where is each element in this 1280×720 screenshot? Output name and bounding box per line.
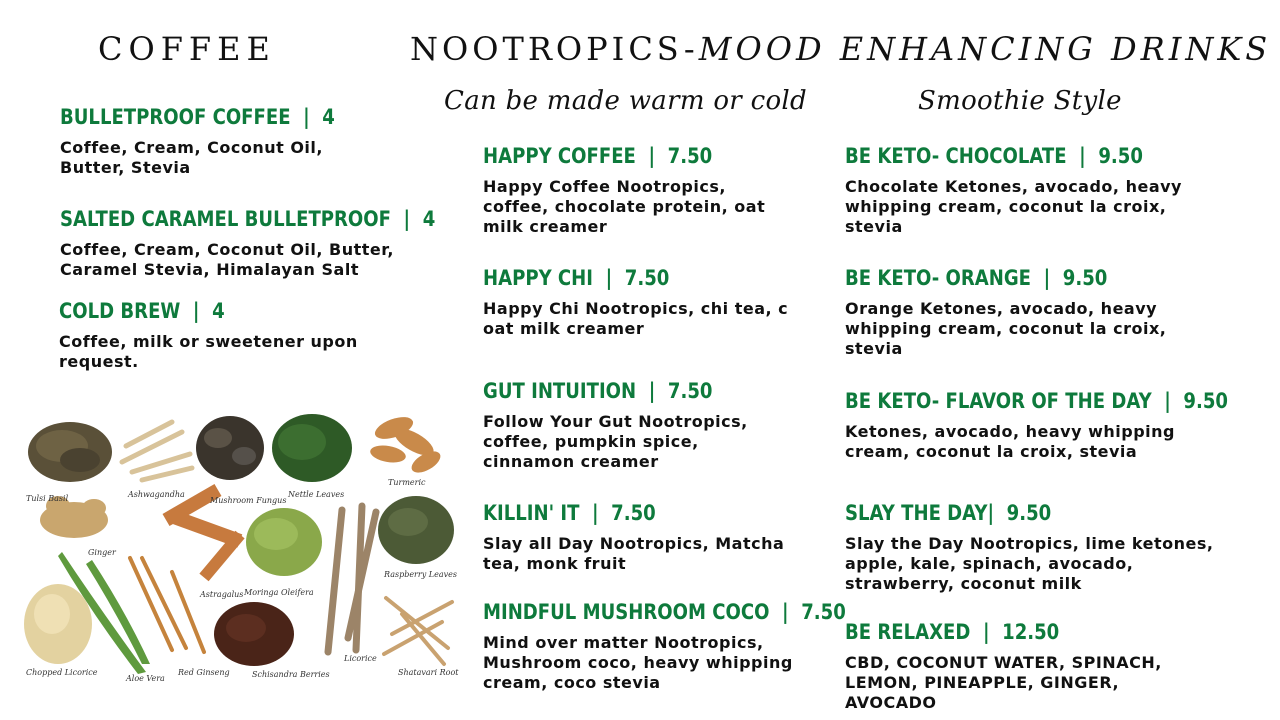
menu-item-title: BE KETO- ORANGE | 9.50 bbox=[845, 266, 1108, 290]
menu-item-description: Coffee, Cream, Coconut Oil, Butter, Caramel Stevia, Himalayan Salt bbox=[60, 240, 394, 279]
menu-item-description: CBD, COCONUT WATER, SPINACH, LEMON, PINEAPPLE, GINGER, AVOCADO bbox=[845, 653, 1162, 712]
menu-item-cold-brew bbox=[59, 298, 399, 372]
herb-label: Raspberry Leaves bbox=[384, 570, 457, 579]
menu-item-slay-the-day bbox=[845, 500, 1225, 594]
coffee-heading: COFFEE bbox=[98, 30, 276, 68]
herb-label: Mushroom Fungus bbox=[210, 496, 287, 505]
shatavari-root-herb bbox=[384, 598, 452, 664]
menu-item-title: BE KETO- FLAVOR OF THE DAY | 9.50 bbox=[845, 389, 1228, 413]
herb-collage-image bbox=[22, 402, 458, 686]
herb-label: Shatavari Root bbox=[398, 668, 459, 677]
raspberry-leaves-herb bbox=[378, 496, 454, 564]
menu-item-title: BULLETPROOF COFFEE | 4 bbox=[60, 105, 335, 129]
menu-item-description: Coffee, Cream, Coconut Oil, Butter, Stevia bbox=[60, 138, 323, 177]
menu-item-happy-chi bbox=[483, 265, 803, 339]
menu-item-title: BE RELAXED | 12.50 bbox=[845, 620, 1060, 644]
menu-item-title: KILLIN' IT | 7.50 bbox=[483, 501, 656, 525]
menu-item-be-keto-flavor-of-the-day bbox=[845, 388, 1228, 462]
menu-item-gut-intuition bbox=[483, 378, 803, 472]
menu-item-description: Coffee, milk or sweetener upon request. bbox=[59, 332, 358, 371]
herb-label: Schisandra Berries bbox=[252, 670, 330, 679]
smoothie-subheading: Smoothie Style bbox=[918, 86, 1122, 116]
menu-item-description: Chocolate Ketones, avocado, heavy whipping cream, coconut la croix, stevia bbox=[845, 177, 1182, 236]
nootropics-heading bbox=[410, 30, 1271, 68]
mushroom-fungus-herb bbox=[196, 416, 264, 480]
herb-label: Licorice bbox=[344, 654, 377, 663]
menu-item-be-keto-chocolate bbox=[845, 143, 1205, 237]
herb-label: Ashwagandha bbox=[128, 490, 185, 499]
herb-collage bbox=[22, 402, 458, 686]
menu-item-title: BE KETO- CHOCOLATE | 9.50 bbox=[845, 144, 1143, 168]
menu-item-salted-caramel-bulletproof bbox=[60, 206, 436, 280]
menu-item-title: SALTED CARAMEL BULLETPROOF | 4 bbox=[60, 207, 436, 231]
turmeric-herb bbox=[369, 413, 444, 477]
nettle-leaves-herb bbox=[272, 414, 352, 482]
menu-item-bulletproof-coffee bbox=[60, 104, 400, 178]
menu-item-happy-coffee bbox=[483, 143, 803, 237]
menu-item-description: Happy Chi Nootropics, chi tea, c oat milk creamer bbox=[483, 299, 789, 338]
menu-item-be-relaxed bbox=[845, 619, 1225, 713]
herb-label: Chopped Licorice bbox=[26, 668, 98, 677]
menu-item-description: Orange Ketones, avocado, heavy whipping cream, coconut la croix, stevia bbox=[845, 299, 1167, 358]
herb-label: Moringa Oleifera bbox=[244, 588, 314, 597]
menu-item-killin-it bbox=[483, 500, 803, 574]
herb-label: Turmeric bbox=[388, 478, 426, 487]
menu-item-description: Slay the Day Nootropics, lime ketones, apple, kale, spinach, avocado, strawberry, coconut milk bbox=[845, 534, 1214, 593]
menu-item-title: COLD BREW | 4 bbox=[59, 299, 225, 323]
herb-label: Nettle Leaves bbox=[288, 490, 345, 499]
nootropics-heading-italic: MOOD ENHANCING DRINKS bbox=[698, 30, 1272, 68]
tulsi-basil-herb bbox=[28, 422, 112, 482]
herb-label: Ginger bbox=[88, 548, 116, 557]
licorice-sticks-herb bbox=[328, 506, 376, 652]
menu-item-description: Ketones, avocado, heavy whipping cream, coconut la croix, stevia bbox=[845, 422, 1175, 461]
menu-item-be-keto-orange bbox=[845, 265, 1205, 359]
red-ginseng-herb bbox=[130, 558, 204, 652]
warm-cold-subheading: Can be made warm or cold bbox=[444, 86, 807, 116]
menu-item-mindful-mushroom-coco bbox=[483, 599, 846, 693]
menu-item-description: Follow Your Gut Nootropics, coffee, pumpkin spice, cinnamon creamer bbox=[483, 412, 748, 471]
menu-item-title: SLAY THE DAY| 9.50 bbox=[845, 501, 1052, 525]
menu-item-title: HAPPY CHI | 7.50 bbox=[483, 266, 670, 290]
herb-label: Red Ginseng bbox=[178, 668, 230, 677]
ashwagandha-herb bbox=[122, 422, 192, 480]
nootropics-heading-prefix: NOOTROPICS- bbox=[410, 30, 699, 68]
chopped-licorice-herb bbox=[24, 584, 92, 664]
menu-item-title: GUT INTUITION | 7.50 bbox=[483, 379, 713, 403]
menu-item-title: HAPPY COFFEE | 7.50 bbox=[483, 144, 713, 168]
menu-item-title: MINDFUL MUSHROOM COCO | 7.50 bbox=[483, 600, 846, 624]
herb-label: Astragalus bbox=[200, 590, 244, 599]
herb-label: Aloe Vera bbox=[126, 674, 165, 683]
herb-label: Tulsi Basil bbox=[26, 494, 69, 503]
menu-item-description: Happy Coffee Nootropics, coffee, chocolate protein, oat milk creamer bbox=[483, 177, 766, 236]
schisandra-berries-herb bbox=[214, 602, 294, 666]
menu-item-description: Mind over matter Nootropics, Mushroom coco, heavy whipping cream, coco stevia bbox=[483, 633, 793, 692]
moringa-herb bbox=[246, 508, 322, 576]
menu-item-description: Slay all Day Nootropics, Matcha tea, monk fruit bbox=[483, 534, 785, 573]
